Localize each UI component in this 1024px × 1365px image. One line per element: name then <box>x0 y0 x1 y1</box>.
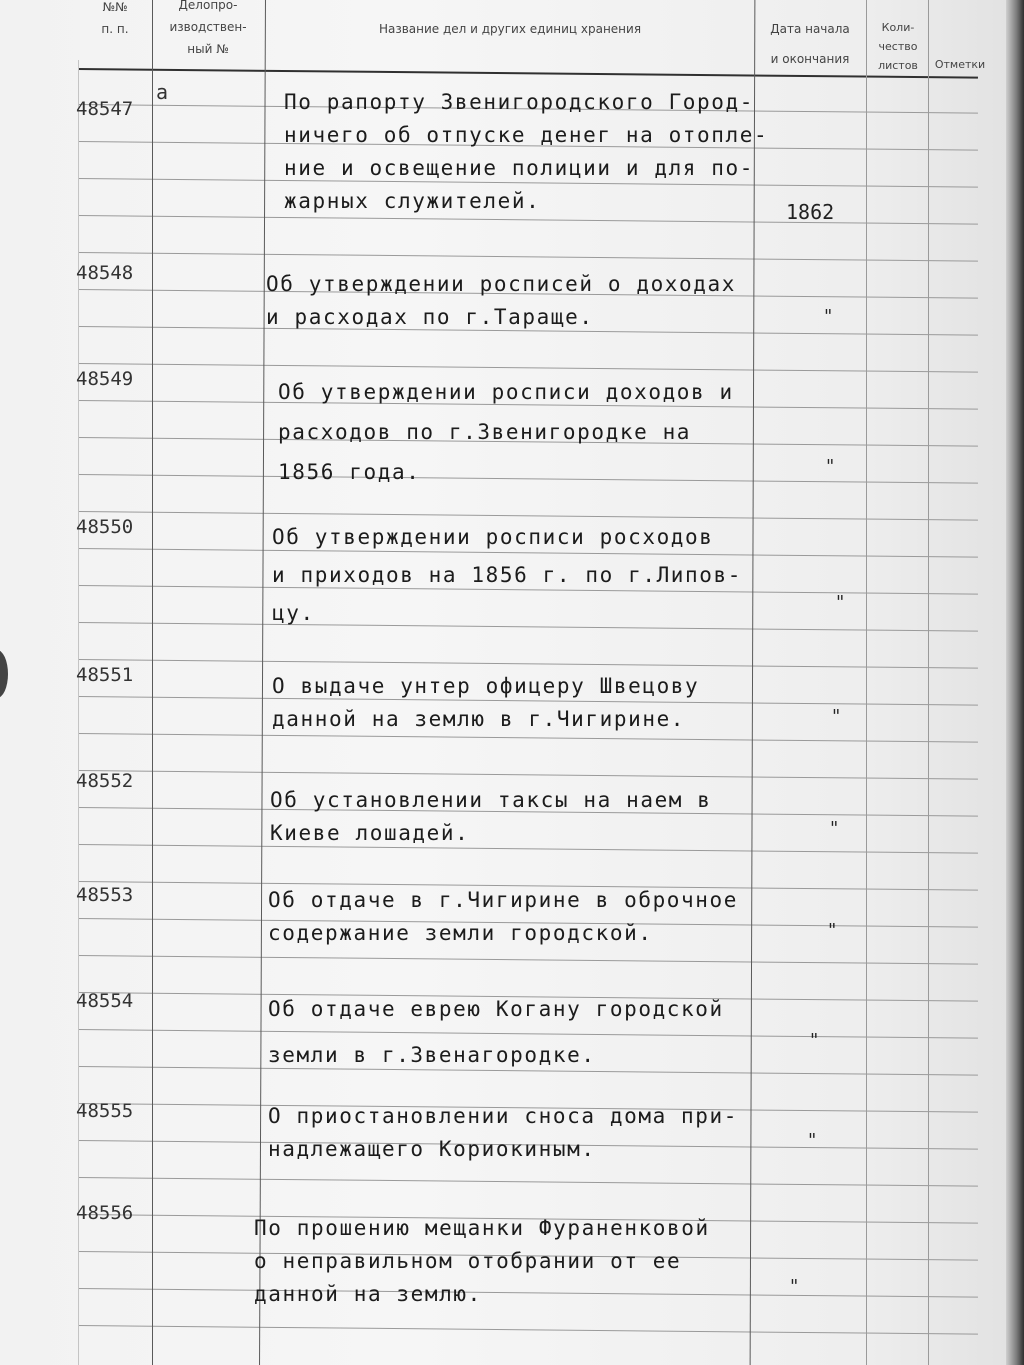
entry-title: Об утверждении росписи росходов и приходов на 1856 г. по г.Липов- цу. <box>272 525 743 625</box>
entry-title: По прошению мещанки Фураненковой о неправильном отобрании от ее данной на землю. <box>254 1216 710 1306</box>
entry-date-ditto: " <box>826 456 835 477</box>
entry-date-ditto: " <box>810 1030 819 1051</box>
entry-number: 48550 <box>76 516 134 538</box>
entry-office-number: а <box>156 80 169 104</box>
entry-number: 48549 <box>76 368 134 390</box>
entry-date-ditto: " <box>830 818 839 839</box>
entry-number: 48556 <box>76 1202 134 1224</box>
header-number: №№ п. п. <box>101 0 129 36</box>
margin-line <box>78 60 79 1365</box>
entry-title: По рапорту Звенигородского Город- ничего об отпуске денег на отопле- ние и освещение полиции и для по- жарных служителей. <box>284 90 769 213</box>
entry-date-ditto: " <box>790 1276 799 1297</box>
entry-number: 48552 <box>76 770 134 792</box>
entry-title: Об утверждении росписей о доходах и расходах по г.Тараще. <box>266 272 737 329</box>
entry-number: 48551 <box>76 664 134 686</box>
ruled-line <box>78 252 978 262</box>
entry-number: 48553 <box>76 884 134 906</box>
header-dates: Дата начала и окончания <box>770 22 850 66</box>
ruled-line <box>78 1325 978 1335</box>
entry-title: О приостановлении сноса дома при- надлежащего Кориокиным. <box>268 1104 739 1161</box>
entry-date-ditto: " <box>808 1130 817 1151</box>
column-divider <box>928 0 929 1365</box>
entry-date-ditto: " <box>824 306 833 327</box>
header-sheets: Коли- чество листов <box>878 21 918 72</box>
entry-date-ditto: " <box>832 706 841 727</box>
column-divider <box>259 0 266 1365</box>
header-office-number: Делопро- изводствен- ный № <box>169 0 247 56</box>
entry-date-ditto: " <box>836 592 845 613</box>
entry-title: Об отдаче еврею Когану городской земли в г.Звенагородке. <box>268 997 724 1067</box>
entry-title: Об утверждении росписи доходов и расходов по г.Звенигородке на 1856 года. <box>278 380 734 484</box>
entry-date: 1862 <box>786 200 835 224</box>
entry-title: Об отдаче в г.Чигирине в оброчное содержание земли городской. <box>268 888 739 945</box>
ruled-line <box>78 659 978 669</box>
entry-number: 48555 <box>76 1100 134 1122</box>
entry-title: О выдаче унтер офицеру Швецову данной на землю в г.Чигирине. <box>272 674 700 731</box>
ruled-line <box>78 1177 978 1187</box>
ruled-line <box>78 770 978 780</box>
header-notes: Отметки <box>934 58 986 71</box>
page-edge-shadow <box>1006 0 1024 1365</box>
binding-hole <box>0 650 8 698</box>
header-title: Название дел и других единиц хранения <box>378 22 642 36</box>
entry-date-ditto: " <box>828 920 837 941</box>
entry-number: 48554 <box>76 990 134 1012</box>
entry-title: Об установлении таксы на наем в Киеве лошадей. <box>270 788 712 845</box>
entry-number: 48547 <box>76 98 134 120</box>
column-divider <box>152 0 153 1365</box>
column-divider <box>866 0 867 1365</box>
entry-number: 48548 <box>76 262 134 284</box>
ruled-line <box>78 955 978 965</box>
